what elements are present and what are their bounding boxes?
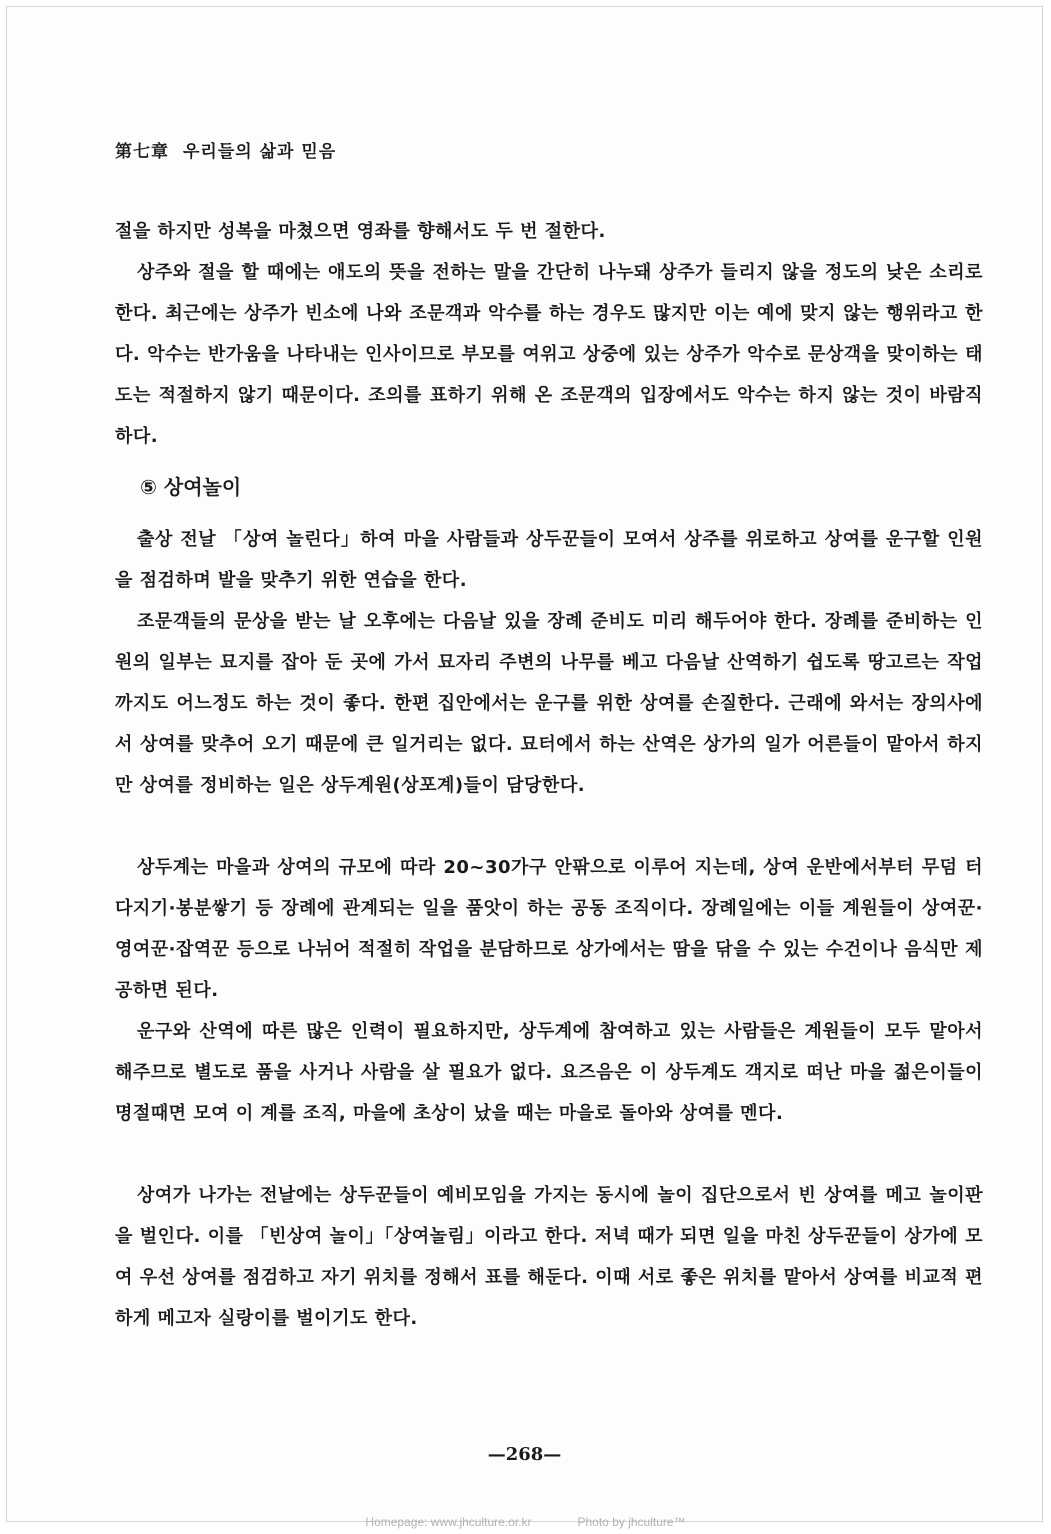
body-paragraph: 상주와 절을 할 때에는 애도의 뜻을 전하는 말을 간단히 나누돼 상주가 들리지 않을 정도의 낮은 소리로 한다. 최근에는 상주가 빈소에 나와 조문객과 악수를 하는 경우도 많지만 이는 예에 맞지 않는 행위라고 한다. 악수는 반가움을 나타내는 인사이므로 부모를 여위고 상중에 있는 상주가 악수로 문상객을 맞이하는 태도는 적절하지 않기 때문이다. 조의를 표하기 위해 온 조문객의 입장에서도 악수는 하지 않는 것이 바람직 하다.	[115, 262, 983, 447]
photo-credit: Photo by jhculture™	[577, 1515, 686, 1529]
chapter-header	[115, 137, 336, 162]
body-paragraph: 절을 하지만 성복을 마쳤으면 영좌를 향해서도 두 번 절한다.	[115, 221, 606, 242]
section-heading: ⑤ 상여놀이	[140, 475, 242, 499]
chapter-title: 우리들의 삶과 믿음	[183, 142, 337, 162]
section-paragraph: 조문객들의 문상을 받는 날 오후에는 다음날 있을 장례 준비도 미리 해두어야 한다. 장례를 준비하는 인원의 일부는 묘지를 잡아 둔 곳에 가서 묘자리 주변의 나무를 베고 다음날 산역하기 쉽도록 땅고르는 작업까지도 어느정도 하는 것이 좋다. 한편 집안에서는 운구를 위한 상여를 손질한다. 근래에 와서는 장의사에서 상여를 맞추어 오기 때문에 큰 일거리는 없다. 묘터에서 하는 산역은 상가의 일가 어른들이 맡아서 하지만 상여를 정비하는 일은 상두계원(상포계)들이 담당한다.	[115, 611, 983, 796]
section-paragraph: 출상 전날 「상여 놀린다」하여 마을 사람들과 상두꾼들이 모여서 상주를 위로하고 상여를 운구할 인원을 점검하며 발을 맞추기 위한 연습을 한다.	[115, 529, 983, 591]
document-page	[6, 6, 1043, 1522]
chapter-number: 第七章	[115, 142, 169, 162]
homepage-credit: Homepage: www.jhculture.or.kr	[365, 1515, 532, 1529]
section-paragraph: 운구와 산역에 따른 많은 인력이 필요하지만, 상두계에 참여하고 있는 사람들은 계원들이 모두 맡아서 해주므로 별도로 품을 사거나 사람을 살 필요가 없다. 요즈음은 이 상두계도 객지로 떠난 마을 젊은이들이 명절때면 모여 이 계를 조직, 마을에 초상이 났을 때는 마을로 돌아와 상여를 멘다.	[115, 1021, 983, 1124]
section-paragraph: 상두계는 마을과 상여의 규모에 따라 20~30가구 안팎으로 이루어 지는데, 상여 운반에서부터 무덤 터 다지기·봉분쌓기 등 장례에 관계되는 일을 품앗이 하는 공동 조직이다. 장례일에는 이들 계원들이 상여꾼·영여꾼·잡역꾼 등으로 나뉘어 적절히 작업을 분담하므로 상가에서는 땀을 닦을 수 있는 수건이나 음식만 제공하면 된다.	[115, 857, 983, 1001]
section-paragraph: 상여가 나가는 전날에는 상두꾼들이 예비모임을 가지는 동시에 놀이 집단으로서 빈 상여를 메고 놀이판을 벌인다. 이를 「빈상여 놀이」「상여놀림」이라고 한다. 저녁 때가 되면 일을 마친 상두꾼들이 상가에 모여 우선 상여를 점검하고 자기 위치를 정해서 표를 해둔다. 이때 서로 좋은 위치를 맡아서 상여를 비교적 편하게 메고자 실랑이를 벌이기도 한다.	[115, 1185, 983, 1329]
footer-credits	[0, 1515, 1051, 1529]
page-number: —268—	[487, 1444, 562, 1465]
